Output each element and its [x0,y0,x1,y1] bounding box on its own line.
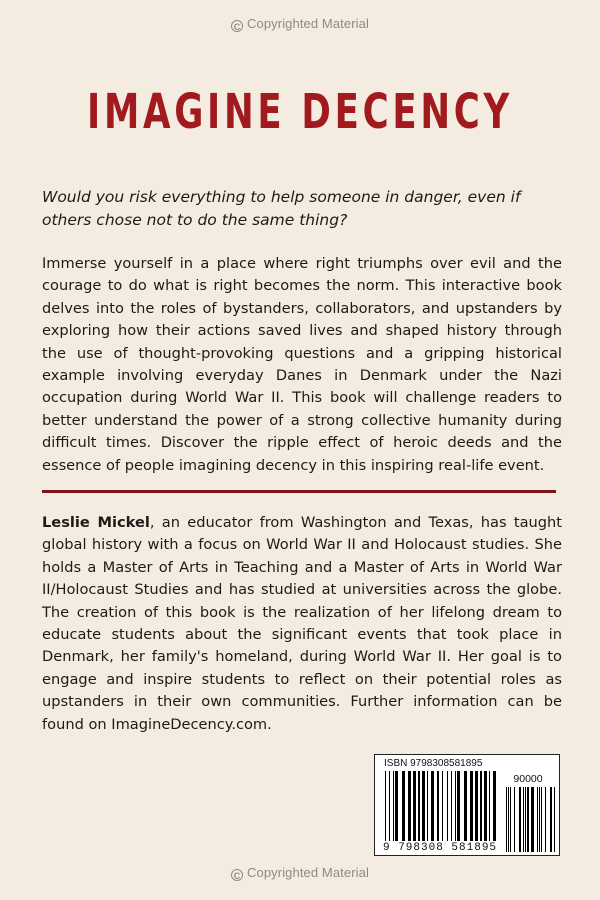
tagline-question: Would you risk everything to help someone in danger, even if others chose not to do the same thing? [42,188,521,229]
copyright-icon: C [231,869,243,881]
watermark-bottom-text: Copyrighted Material [247,865,369,880]
isbn-barcode [374,754,560,856]
section-divider [42,490,556,493]
author-bio-text: , an educator from Washington and Texas, has taught global history with a focus on World War II and Holocaust studies. She holds a Master of Arts in Teaching and a Master of Arts in World War II/Holocaust Studies and has studied at universities across the globe. The creation of this book is the realization of her lifelong dream to educate students about the significant events that took place in Denmark, her family's homeland, during World War II. Her goal is to engage and inspire students to reflect on their potential roles as upstanders in their own communities. Further information can be found on ImagineDecency.com. [42,514,562,733]
watermark-top-text: Copyrighted Material [247,16,369,31]
copyright-icon: C [231,20,243,32]
watermark-bottom [0,865,600,881]
book-title: IMAGINE DECENCY [87,84,513,140]
watermark-top [0,16,600,32]
book-description: Immerse yourself in a place where right triumphs over evil and the courage to do what is right becomes the norm. This interactive book delves into the roles of bystanders, collaborators, and upstanders by exploring how their actions saved lives and shaped history through the use of thought-provoking questions and a gripping historical example involving everyday Danes in Denmark under the Nazi occupation during World War II. This book will challenge readers to better understand the power of a strong collective humanity during difficult times. Discover the ripple effect of heroic deeds and the essence of people imagining decency in this inspiring real-life event. [42,255,562,474]
author-bio [42,512,562,736]
isbn-label: ISBN 9798308581895 [384,758,483,769]
author-name: Leslie Mickel [42,514,150,531]
barcode-digits: 9 798308 581895 [383,842,498,854]
price-code: 90000 [513,773,543,785]
